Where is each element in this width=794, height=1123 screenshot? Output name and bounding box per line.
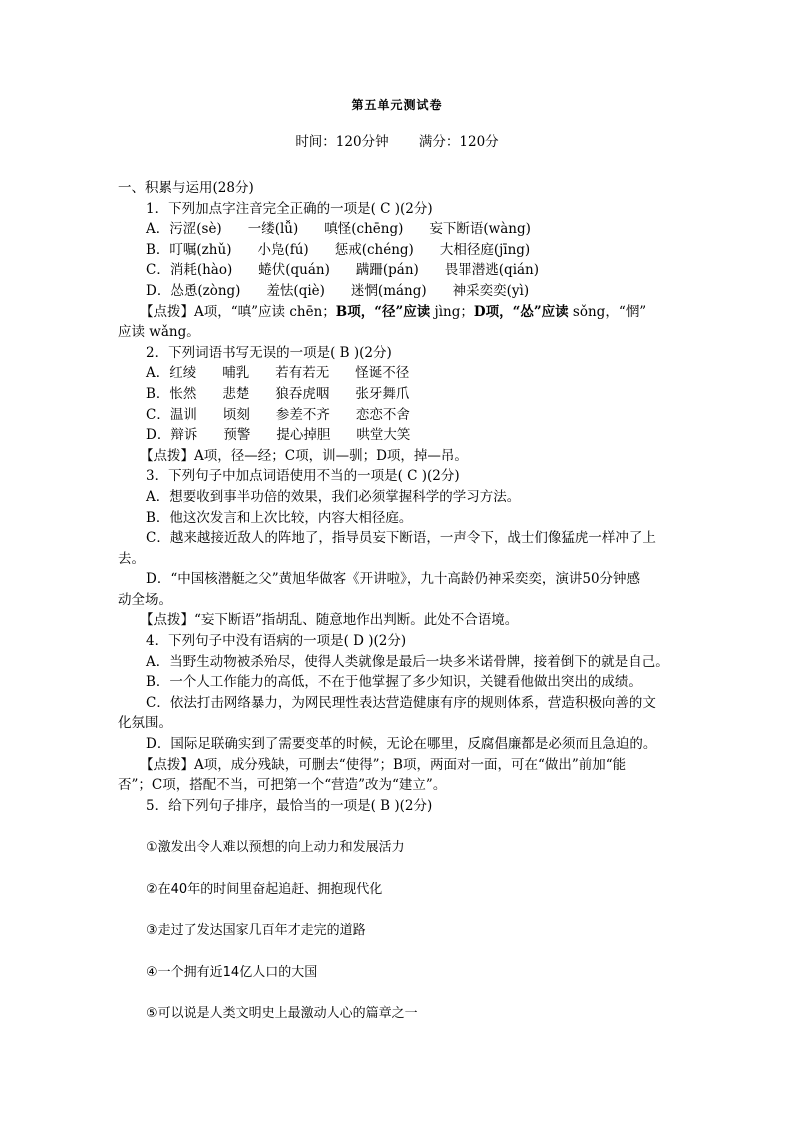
question-1-option-c xyxy=(118,260,676,281)
page-title: 第五单元测试卷 xyxy=(351,98,443,112)
hint-text-bold: D项，“怂”应读 xyxy=(473,303,569,320)
option-term: 蜷伏(quán) xyxy=(258,262,330,279)
question-1-option-b xyxy=(118,240,676,261)
sequence-item: ②在40年的时间里奋起追赶、拥抱现代化 xyxy=(146,882,383,897)
option-term: 恋恋不舍 xyxy=(355,406,410,423)
question-2-option-a xyxy=(118,363,676,384)
question-1-option-a xyxy=(118,219,676,240)
full-score: 满分：120分 xyxy=(418,134,499,150)
option-term: A．污涩(sè) xyxy=(146,221,222,238)
option-term: 迷惘(máng) xyxy=(350,282,427,299)
question-2-stem: 2．下列词语书写无误的一项是( B )(2分) xyxy=(146,344,392,361)
option-term: 悲楚 xyxy=(222,385,250,402)
question-3-option-c-cont: 去。 xyxy=(118,550,145,567)
option-term: 怪诞不径 xyxy=(355,365,410,382)
option-term: B．怅然 xyxy=(146,385,197,402)
option-term: 畏罪潜逃(qián) xyxy=(444,262,540,279)
option-term: 哄堂大笑 xyxy=(356,427,411,444)
question-1-option-d xyxy=(118,281,676,302)
option-term: 若有若无 xyxy=(275,365,330,382)
option-term: 妄下断语(wàng) xyxy=(429,221,531,238)
option-term: 蹒跚(pán) xyxy=(355,262,419,279)
option-term: 顷刻 xyxy=(222,406,250,423)
question-3-option-c: C．越来越接近敌人的阵地了，指导员妄下断语，一声令下，战士们像猛虎一样冲了上 xyxy=(146,530,656,547)
section-heading: 一、积累与运用(28分) xyxy=(118,180,254,196)
option-term: 张牙舞爪 xyxy=(355,385,410,402)
question-1-stem: 1．下列加点字注音完全正确的一项是( C )(2分) xyxy=(146,200,433,217)
question-4-hint: 【点拨】A项，成分残缺，可删去“使得”；B项，两面对一面，可在“做出”前加“能 xyxy=(140,756,627,773)
option-term: D．辩诉 xyxy=(146,427,198,444)
option-term: B．叮嘱(zhǔ) xyxy=(146,241,232,258)
question-content xyxy=(118,178,676,816)
time-limit: 时间：120分钟 xyxy=(295,134,389,150)
option-term: 狼吞虎咽 xyxy=(275,385,330,402)
option-term: C．温训 xyxy=(146,406,197,423)
option-term: 神采奕奕(yì) xyxy=(452,282,530,299)
question-2-option-c xyxy=(118,405,676,426)
option-term: 惩戒(chéng) xyxy=(334,241,414,258)
question-4-option-d: D．国际足联确实到了需要变革的时候，无论在哪里，反腐倡廉都是必须而且急迫的。 xyxy=(146,736,657,753)
option-term: 大相径庭(jīng) xyxy=(439,241,531,258)
option-term: 参差不齐 xyxy=(275,406,330,423)
exam-meta xyxy=(0,130,794,150)
hint-text-bold: B项，“径”应读 xyxy=(335,303,431,320)
sequence-item: ⑤可以说是人类文明史上最激动人心的篇章之一 xyxy=(146,1006,418,1021)
hint-text: 【点拨】A项，“嗔”应读 chēn； xyxy=(140,303,336,320)
question-4-stem: 4．下列句子中没有语病的一项是( D )(2分) xyxy=(146,633,407,650)
question-4-hint-cont: 否”；C项，搭配不当，可把第一个“营造”改为“建立”。 xyxy=(118,777,447,794)
hint-text: sǒng，“惘” xyxy=(568,303,647,320)
option-term: 嗔怪(chēng) xyxy=(324,221,404,238)
hint-text: jìng； xyxy=(430,303,474,320)
question-2-option-b xyxy=(118,384,676,405)
option-term: 羞怯(qiè) xyxy=(266,282,325,299)
question-1-hint-cont: 应读 wǎng。 xyxy=(118,324,200,341)
question-4-option-a: A．当野生动物被杀殆尽，使得人类就像是最后一块多米诺骨牌，接着倒下的就是自己。 xyxy=(146,653,669,670)
question-3-option-b: B．他这次发言和上次比较，内容大相径庭。 xyxy=(146,509,413,526)
question-3-option-d-cont: 动全场。 xyxy=(118,591,172,608)
question-4-option-b: B．一个人工作能力的高低，不在于他掌握了多少知识，关键看他做出突出的成绩。 xyxy=(146,674,642,691)
option-term: 预警 xyxy=(223,427,251,444)
question-1-hint xyxy=(118,302,676,323)
option-term: 哺乳 xyxy=(222,365,250,382)
question-2-option-d xyxy=(118,425,676,446)
option-term: A．红绫 xyxy=(146,365,197,382)
option-term: D．怂恿(zòng) xyxy=(146,282,241,299)
question-4-option-c-cont: 化氛围。 xyxy=(118,715,172,732)
option-term: 提心掉胆 xyxy=(276,427,331,444)
question-2-hint: 【点拨】A项，径—经；C项，训—驯；D项，掉—吊。 xyxy=(140,447,468,464)
sequence-item: ③走过了发达国家几百年才走完的道路 xyxy=(146,923,366,938)
question-3-option-a: A．想要收到事半功倍的效果，我们必须掌握科学的学习方法。 xyxy=(146,488,521,505)
question-3-hint: 【点拨】“妄下断语”指胡乱、随意地作出判断。此处不合语境。 xyxy=(140,612,519,629)
option-term: C．消耗(hào) xyxy=(146,262,233,279)
question-4-option-c: C．依法打击网络暴力，为网民理性表达营造健康有序的规则体系，营造积极向善的文 xyxy=(146,694,656,711)
question-3-option-d: D．“中国核潜艇之父”黄旭华做客《开讲啦》，九十高龄仍神采奕奕，演讲50分钟感 xyxy=(146,571,641,588)
sequence-item: ④一个拥有近14亿人口的大国 xyxy=(146,965,318,980)
question-3-stem: 3．下列句子中加点词语使用不当的一项是( C )(2分) xyxy=(146,468,460,485)
sequence-item: ①激发出令人难以预想的向上动力和发展活力 xyxy=(146,840,405,855)
option-term: 一缕(lǚ) xyxy=(247,221,299,238)
question-5-stem: 5．给下列句子排序，最恰当的一项是( B )(2分) xyxy=(146,797,433,814)
option-term: 小凫(fú) xyxy=(257,241,309,258)
